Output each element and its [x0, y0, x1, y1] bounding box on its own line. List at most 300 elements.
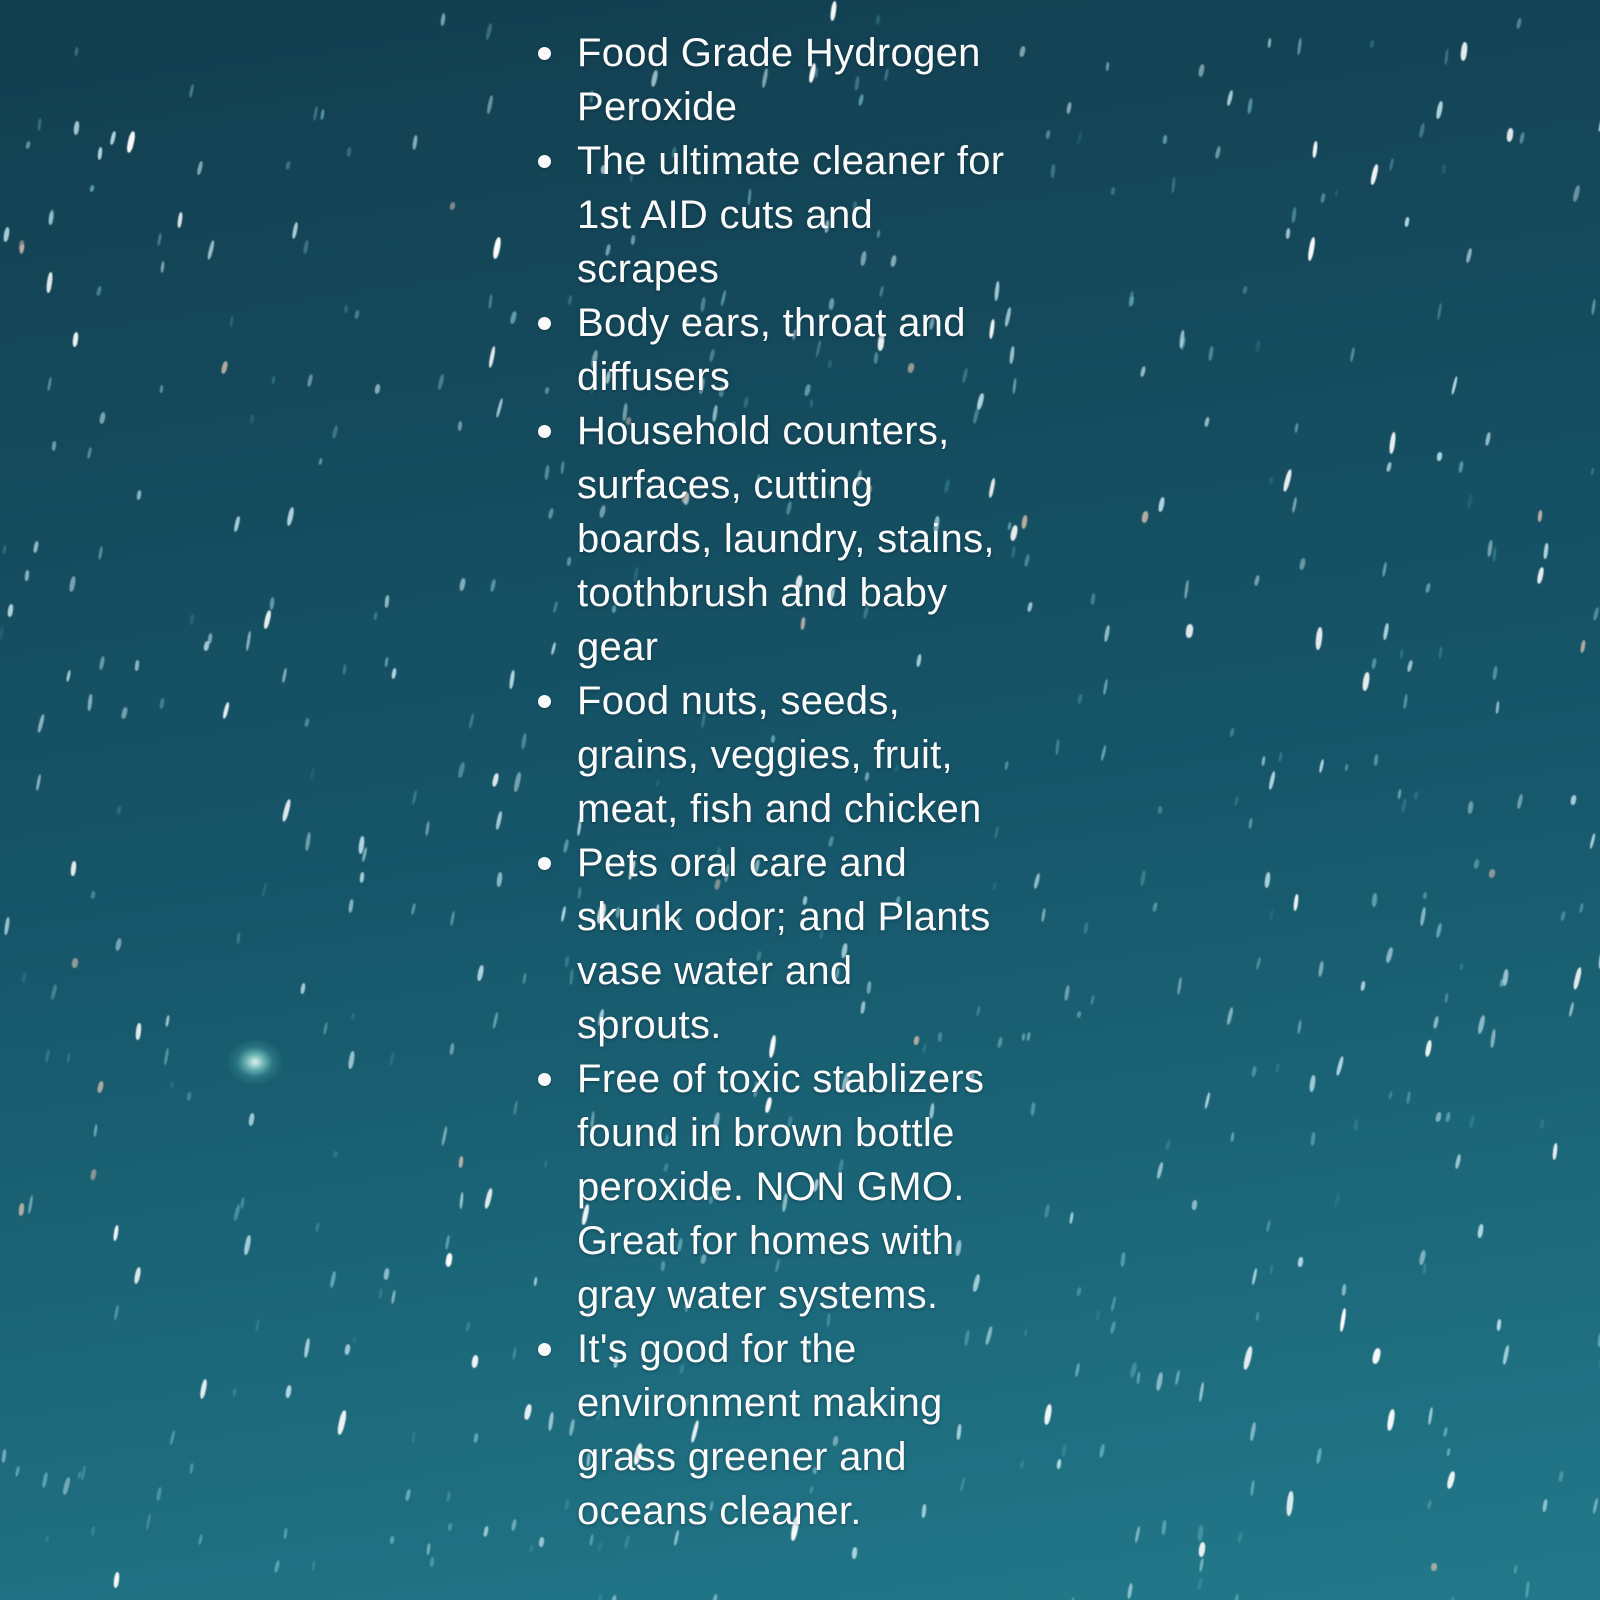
feature-line: grains, veggies, fruit,: [577, 733, 953, 777]
star-icon: [1100, 745, 1107, 762]
star-icon: [348, 899, 354, 914]
star-icon: [50, 984, 57, 1000]
star-icon: [354, 309, 359, 318]
star-icon: [1064, 985, 1071, 1002]
star-icon: [449, 201, 456, 210]
star-icon: [1492, 666, 1498, 681]
star-icon: [1198, 1382, 1204, 1402]
star-icon: [1285, 228, 1290, 240]
star-icon: [1433, 1015, 1440, 1029]
star-icon: [1102, 679, 1108, 695]
star-icon: [1075, 1287, 1081, 1296]
star-icon: [1539, 1119, 1544, 1129]
star-icon: [523, 1403, 533, 1420]
star-icon: [1156, 1162, 1164, 1179]
star-icon: [391, 668, 397, 679]
star-icon: [1315, 627, 1324, 651]
star-icon: [1406, 1091, 1411, 1104]
star-icon: [1451, 376, 1458, 395]
star-icon: [1295, 423, 1299, 433]
star-icon: [115, 938, 123, 952]
star-icon: [491, 772, 499, 787]
star-icon: [35, 773, 41, 790]
star-icon: [1297, 1019, 1302, 1033]
feature-line: It's good for the: [577, 1327, 857, 1371]
star-icon: [1424, 1040, 1432, 1057]
star-icon: [97, 147, 102, 161]
star-icon: [306, 374, 313, 388]
star-icon: [1275, 1062, 1280, 1072]
star-icon: [343, 305, 348, 313]
star-icon: [1468, 1115, 1475, 1128]
star-icon: [1307, 237, 1316, 262]
star-icon: [459, 1192, 464, 1209]
star-icon: [1136, 1372, 1140, 1384]
star-icon: [159, 698, 165, 709]
star-icon: [1460, 42, 1469, 62]
star-icon: [1516, 17, 1523, 28]
star-icon: [1163, 135, 1168, 144]
star-icon: [87, 447, 93, 459]
star-icon: [1580, 640, 1586, 653]
star-icon: [1436, 303, 1442, 320]
star-icon: [426, 1543, 431, 1555]
star-icon: [27, 1194, 34, 1214]
star-icon: [511, 1518, 517, 1530]
star-icon: [1413, 791, 1418, 801]
bullet-dot-icon: [538, 1073, 551, 1086]
star-icon: [44, 1048, 50, 1063]
star-icon: [1385, 946, 1393, 962]
star-icon: [487, 346, 495, 369]
star-icon: [323, 1022, 329, 1035]
star-icon: [0, 626, 4, 640]
feature-line: gear: [577, 625, 659, 669]
star-icon: [1373, 753, 1378, 766]
star-icon: [1043, 1403, 1052, 1425]
feature-line: Household counters,: [577, 409, 950, 453]
star-icon: [352, 1336, 356, 1344]
star-icon: [337, 1410, 348, 1435]
star-icon: [304, 717, 309, 727]
star-icon: [87, 693, 92, 710]
star-icon: [1442, 164, 1447, 174]
star-icon: [113, 1225, 119, 1241]
star-icon: [164, 1048, 169, 1065]
star-icon: [1592, 607, 1600, 622]
star-icon: [117, 806, 122, 815]
star-icon: [513, 772, 522, 792]
star-icon: [1090, 994, 1095, 1004]
star-icon: [1184, 580, 1190, 600]
feature-line: Body ears, throat and: [577, 301, 966, 345]
star-icon: [1157, 806, 1162, 814]
star-icon: [1215, 146, 1222, 159]
star-icon: [342, 664, 346, 675]
star-icon: [113, 1304, 118, 1319]
star-icon: [1435, 922, 1442, 937]
star-icon: [313, 106, 319, 121]
star-icon: [134, 660, 139, 672]
star-icon: [412, 135, 418, 150]
star-icon: [1371, 893, 1377, 907]
star-icon: [1506, 128, 1514, 143]
star-icon: [37, 117, 42, 130]
star-icon: [1538, 510, 1543, 523]
star-icon: [1591, 299, 1596, 315]
star-icon: [1427, 1500, 1431, 1509]
star-icon: [388, 1052, 395, 1067]
star-icon: [1444, 49, 1449, 65]
star-icon: [21, 972, 27, 984]
star-icon: [72, 332, 79, 347]
star-icon: [281, 798, 292, 822]
star-icon: [1422, 892, 1427, 900]
star-icon: [1175, 1370, 1181, 1385]
star-icon: [157, 233, 162, 246]
star-icon: [1447, 1448, 1451, 1457]
star-icon: [1234, 1594, 1239, 1600]
star-icon: [1570, 795, 1576, 805]
star-icon: [169, 1081, 175, 1090]
star-icon: [1436, 452, 1442, 462]
star-icon: [1077, 131, 1084, 146]
star-icon: [1066, 102, 1072, 115]
star-icon: [1141, 510, 1149, 523]
star-icon: [1443, 1426, 1448, 1436]
star-icon: [247, 1112, 254, 1126]
star-icon: [1056, 1459, 1061, 1470]
star-icon: [66, 1053, 71, 1063]
star-icon: [62, 1476, 71, 1495]
star-icon: [1404, 217, 1410, 228]
star-icon: [51, 441, 56, 451]
star-icon: [69, 575, 77, 591]
star-icon: [186, 1092, 192, 1102]
star-icon: [1045, 129, 1051, 139]
feature-line: boards, laundry, stains,: [577, 517, 995, 561]
star-icon: [446, 1490, 451, 1502]
star-icon: [1320, 192, 1326, 202]
feature-text: [577, 404, 1040, 674]
star-icon: [283, 1528, 287, 1539]
feature-text: [577, 1052, 1040, 1322]
star-icon: [206, 239, 215, 259]
star-icon: [1261, 756, 1266, 766]
star-icon: [1075, 1363, 1080, 1377]
star-icon: [597, 1593, 603, 1600]
star-icon: [1310, 1131, 1316, 1146]
star-icon: [1388, 1091, 1393, 1100]
bullet-dot-icon: [538, 1343, 551, 1356]
star-icon: [1370, 163, 1379, 184]
star-icon: [291, 222, 299, 240]
star-icon: [189, 84, 195, 98]
feature-line: grass greener and: [577, 1435, 907, 1479]
star-icon: [1543, 542, 1548, 558]
star-icon: [1438, 646, 1442, 659]
star-icon: [1204, 416, 1210, 426]
star-icon: [1127, 1583, 1134, 1599]
feature-line: oceans cleaner.: [577, 1489, 862, 1533]
star-icon: [1207, 345, 1213, 360]
star-icon: [7, 603, 13, 616]
star-icon: [1247, 98, 1254, 115]
star-icon: [1198, 63, 1205, 76]
star-icon: [440, 13, 446, 27]
star-icon: [2, 545, 7, 554]
star-icon: [1403, 694, 1408, 709]
star-icon: [1488, 868, 1496, 878]
star-icon: [449, 1043, 454, 1055]
star-icon: [93, 1124, 98, 1138]
star-icon: [539, 1537, 545, 1548]
star-icon: [473, 1432, 479, 1442]
star-icon: [489, 578, 496, 592]
star-icon: [1425, 583, 1432, 594]
star-icon: [1297, 38, 1302, 55]
star-icon: [1055, 739, 1060, 756]
feature-line: Great for homes with: [577, 1219, 955, 1263]
star-icon: [207, 633, 213, 645]
feature-line: Peroxide: [577, 85, 738, 129]
star-icon: [1518, 131, 1525, 144]
star-icon: [1370, 39, 1375, 47]
star-icon: [1076, 1010, 1082, 1018]
star-icon: [136, 490, 141, 501]
star-icon: [1297, 1256, 1303, 1266]
star-icon: [1360, 980, 1366, 990]
feature-line: vase water and: [577, 949, 853, 993]
star-icon: [98, 546, 104, 561]
star-icon: [1110, 1321, 1118, 1335]
star-icon: [156, 1487, 162, 1501]
star-icon: [1254, 574, 1260, 585]
comet-glow-icon: [226, 1038, 284, 1086]
star-icon: [1103, 625, 1110, 642]
feature-text: [577, 134, 1040, 296]
star-icon: [1318, 961, 1325, 978]
star-icon: [1420, 906, 1427, 925]
star-icon: [250, 414, 255, 425]
star-icon: [46, 376, 51, 391]
star-icon: [1476, 1223, 1483, 1238]
star-icon: [1157, 497, 1165, 513]
star-icon: [99, 655, 105, 669]
feature-text: [577, 26, 1040, 134]
star-icon: [1230, 1132, 1235, 1142]
feature-line: peroxide. NON GMO.: [577, 1165, 965, 1209]
star-icon: [486, 95, 494, 114]
bullet-dot-icon: [538, 155, 551, 168]
star-icon: [1542, 1499, 1548, 1513]
star-icon: [96, 286, 102, 297]
star-icon: [81, 1465, 87, 1481]
star-icon: [222, 701, 231, 719]
star-icon: [1242, 1346, 1253, 1370]
feature-line: The ultimate cleaner for: [577, 139, 1005, 183]
star-icon: [303, 240, 309, 254]
star-icon: [1156, 1372, 1165, 1392]
star-icon: [1140, 365, 1147, 377]
star-icon: [32, 541, 39, 553]
star-icon: [1459, 963, 1463, 970]
star-icon: [1077, 694, 1083, 704]
star-icon: [1098, 1444, 1105, 1459]
star-icon: [3, 916, 9, 934]
star-icon: [1382, 561, 1388, 577]
star-icon: [412, 1430, 417, 1442]
star-icon: [458, 1156, 463, 1168]
star-icon: [445, 1253, 453, 1267]
bullet-dot-icon: [538, 857, 551, 870]
feature-line: diffusers: [577, 355, 731, 399]
star-icon: [1467, 801, 1474, 815]
star-icon: [1431, 1563, 1438, 1572]
star-icon: [199, 1379, 208, 1400]
star-icon: [3, 227, 10, 243]
star-icon: [1339, 1308, 1347, 1332]
star-icon: [1090, 593, 1095, 605]
star-icon: [1477, 1015, 1486, 1034]
star-icon: [303, 1338, 310, 1358]
star-icon: [1298, 558, 1305, 571]
star-icon: [375, 384, 382, 394]
star-icon: [1428, 1407, 1434, 1425]
star-icon: [97, 1080, 105, 1092]
star-icon: [495, 811, 503, 830]
star-icon: [351, 1012, 356, 1020]
feature-text: [577, 1322, 1040, 1538]
star-icon: [1333, 1192, 1340, 1206]
star-icon: [445, 1235, 451, 1250]
star-icon: [1204, 1092, 1211, 1109]
feature-text: [577, 836, 1040, 1052]
star-icon: [1495, 700, 1500, 714]
star-icon: [270, 596, 276, 609]
star-icon: [274, 1560, 281, 1574]
feature-line: meat, fish and chicken: [577, 787, 982, 831]
star-icon: [1242, 286, 1248, 295]
star-icon: [1255, 957, 1261, 970]
star-icon: [237, 932, 241, 944]
star-icon: [1191, 1200, 1197, 1210]
star-icon: [121, 706, 128, 718]
star-icon: [1106, 62, 1110, 71]
star-icon: [1389, 158, 1395, 171]
bullet-dot-icon: [538, 695, 551, 708]
star-icon: [1473, 858, 1480, 868]
star-icon: [509, 670, 515, 690]
star-icon: [425, 821, 430, 836]
star-icon: [1558, 1471, 1564, 1483]
star-icon: [391, 1289, 397, 1303]
feature-line: environment making: [577, 1381, 943, 1425]
feature-item: [538, 134, 1040, 296]
star-icon: [310, 767, 316, 781]
star-icon: [1572, 184, 1581, 201]
star-icon: [1278, 751, 1283, 762]
star-icon: [1111, 186, 1116, 194]
star-icon: [1342, 1284, 1348, 1297]
star-icon: [233, 515, 241, 532]
star-icon: [1399, 649, 1403, 659]
star-icon: [384, 595, 390, 608]
star-icon: [196, 161, 203, 175]
star-icon: [509, 310, 516, 323]
star-icon: [1465, 248, 1472, 264]
star-icon: [441, 1126, 448, 1146]
star-icon: [1250, 1480, 1255, 1496]
star-icon: [851, 1547, 857, 1560]
feature-item: [538, 836, 1040, 1052]
feature-line: Food Grade Hydrogen: [577, 31, 981, 75]
star-icon: [90, 1526, 95, 1536]
star-icon: [1060, 1444, 1067, 1457]
feature-list: [538, 26, 1040, 1538]
star-icon: [1227, 90, 1235, 107]
star-icon: [329, 1270, 336, 1287]
star-icon: [315, 1222, 320, 1232]
star-icon: [1135, 1526, 1142, 1544]
star-icon: [1185, 624, 1193, 638]
star-icon: [271, 376, 275, 384]
star-icon: [1568, 1002, 1574, 1017]
star-icon: [512, 1346, 517, 1359]
star-icon: [90, 185, 95, 193]
star-icon: [485, 23, 493, 40]
feature-line: sprouts.: [577, 1003, 722, 1047]
star-icon: [1237, 1531, 1243, 1543]
star-icon: [1312, 141, 1318, 159]
feature-item: [538, 674, 1040, 836]
star-icon: [1, 1449, 7, 1463]
star-icon: [1197, 1578, 1204, 1590]
star-icon: [1255, 340, 1260, 352]
star-icon: [1165, 1139, 1171, 1150]
star-icon: [1083, 922, 1088, 934]
star-icon: [1335, 1056, 1344, 1076]
star-icon: [429, 1556, 435, 1567]
star-icon: [597, 1541, 603, 1551]
star-icon: [66, 670, 72, 683]
star-icon: [305, 832, 312, 851]
star-icon: [1592, 1498, 1599, 1514]
feature-line: Food nuts, seeds,: [577, 679, 901, 723]
star-icon: [373, 611, 377, 620]
star-icon: [177, 211, 183, 228]
feature-line: skunk odor; and Plants: [577, 895, 991, 939]
star-icon: [159, 384, 163, 392]
star-icon: [412, 789, 419, 804]
star-icon: [1291, 497, 1297, 513]
star-icon: [1140, 870, 1147, 887]
star-icon: [1573, 967, 1583, 990]
star-icon: [1590, 468, 1594, 476]
star-icon: [1309, 1075, 1316, 1092]
star-icon: [233, 1204, 241, 1221]
star-icon: [245, 631, 251, 651]
bullet-dot-icon: [538, 47, 551, 60]
star-icon: [133, 1266, 141, 1284]
star-icon: [1120, 1251, 1126, 1266]
star-icon: [359, 871, 364, 882]
star-icon: [1234, 795, 1239, 805]
star-icon: [189, 1463, 193, 1475]
star-icon: [25, 570, 30, 581]
star-icon: [19, 244, 25, 255]
star-icon: [1552, 1143, 1558, 1160]
